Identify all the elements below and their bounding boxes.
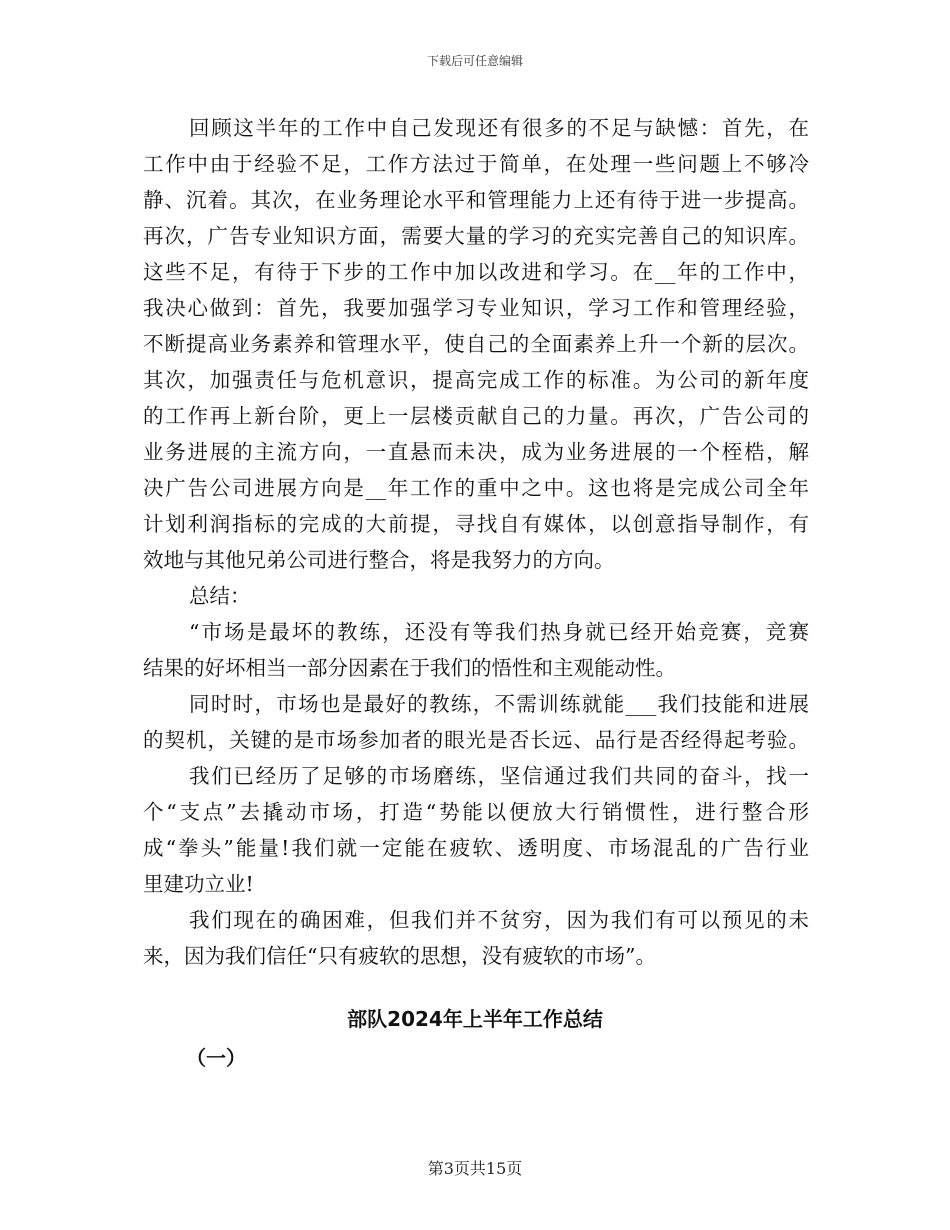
body-line: 计划利润指标的完成的大前提，寻找自有媒体，以创意指导制作，有: [143, 512, 809, 536]
body-line: 的契机，关键的是市场参加者的眼光是否长远、品行是否经得起考验。: [143, 728, 809, 752]
body-line: 其次，加强责任与危机意识，提高完成工作的标准。为公司的新年度: [143, 368, 809, 392]
body-line: 同时时，市场也是最好的教练，不需训练就能___我们技能和进展: [189, 692, 809, 716]
body-line: 里建功立业!: [143, 872, 254, 896]
section-title: 部队2024年上半年工作总结: [347, 1007, 603, 1031]
body-line: 结果的好坏相当一部分因素在于我们的悟性和主观能动性。: [143, 656, 676, 680]
body-line: 我们已经历了足够的市场磨练，坚信通过我们共同的奋斗，找一: [189, 764, 809, 788]
body-line: 成“拳头”能量!我们就一定能在疲软、透明度、市场混乱的广告行业: [143, 836, 809, 860]
body-line: “市场是最坏的教练，还没有等我们热身就已经开始竞赛，竞赛: [189, 620, 809, 644]
body-line: 工作中由于经验不足，工作方法过于简单，在处理一些问题上不够冷: [143, 152, 809, 176]
page-header-note: 下载后可任意编辑: [426, 54, 523, 68]
body-line: 静、沉着。其次，在业务理论水平和管理能力上还有待于进一步提高。: [143, 188, 809, 212]
body-line: 效地与其他兄弟公司进行整合，将是我努力的方向。: [143, 548, 615, 572]
body-line: 我们现在的确困难，但我们并不贫穷，因为我们有可以预见的未: [189, 908, 809, 932]
body-line: 再次，广告专业知识方面，需要大量的学习的充实完善自己的知识库。: [143, 224, 809, 248]
document-body: [143, 110, 809, 974]
body-line: 个“支点”去撬动市场，打造“势能以便放大行销惯性，进行整合形: [143, 800, 809, 824]
body-line: 不断提高业务素养和管理水平，使自己的全面素养上升一个新的层次。: [143, 332, 809, 356]
body-line: 这些不足，有待于下步的工作中加以改进和学习。在__年的工作中，: [143, 260, 809, 284]
body-line: 决广告公司进展方向是__年工作的重中之中。这也将是完成公司全年: [143, 476, 809, 500]
body-line: 回顾这半年的工作中自己发现还有很多的不足与缺憾：首先，在: [189, 116, 809, 140]
page-number: 第3页共15页: [427, 1159, 523, 1178]
body-line: 业务进展的主流方向，一直悬而未决，成为业务进展的一个桎梏，解: [143, 440, 809, 464]
summary-heading: 总结：: [189, 584, 251, 608]
subsection-marker: （一）: [186, 1046, 246, 1070]
body-line: 来，因为我们信任“只有疲软的思想，没有疲软的市场”。: [143, 944, 656, 968]
body-line: 我决心做到：首先，我要加强学习专业知识，学习工作和管理经验，: [143, 296, 809, 320]
body-line: 的工作再上新台阶，更上一层楼贡献自己的力量。再次，广告公司的: [143, 404, 809, 428]
